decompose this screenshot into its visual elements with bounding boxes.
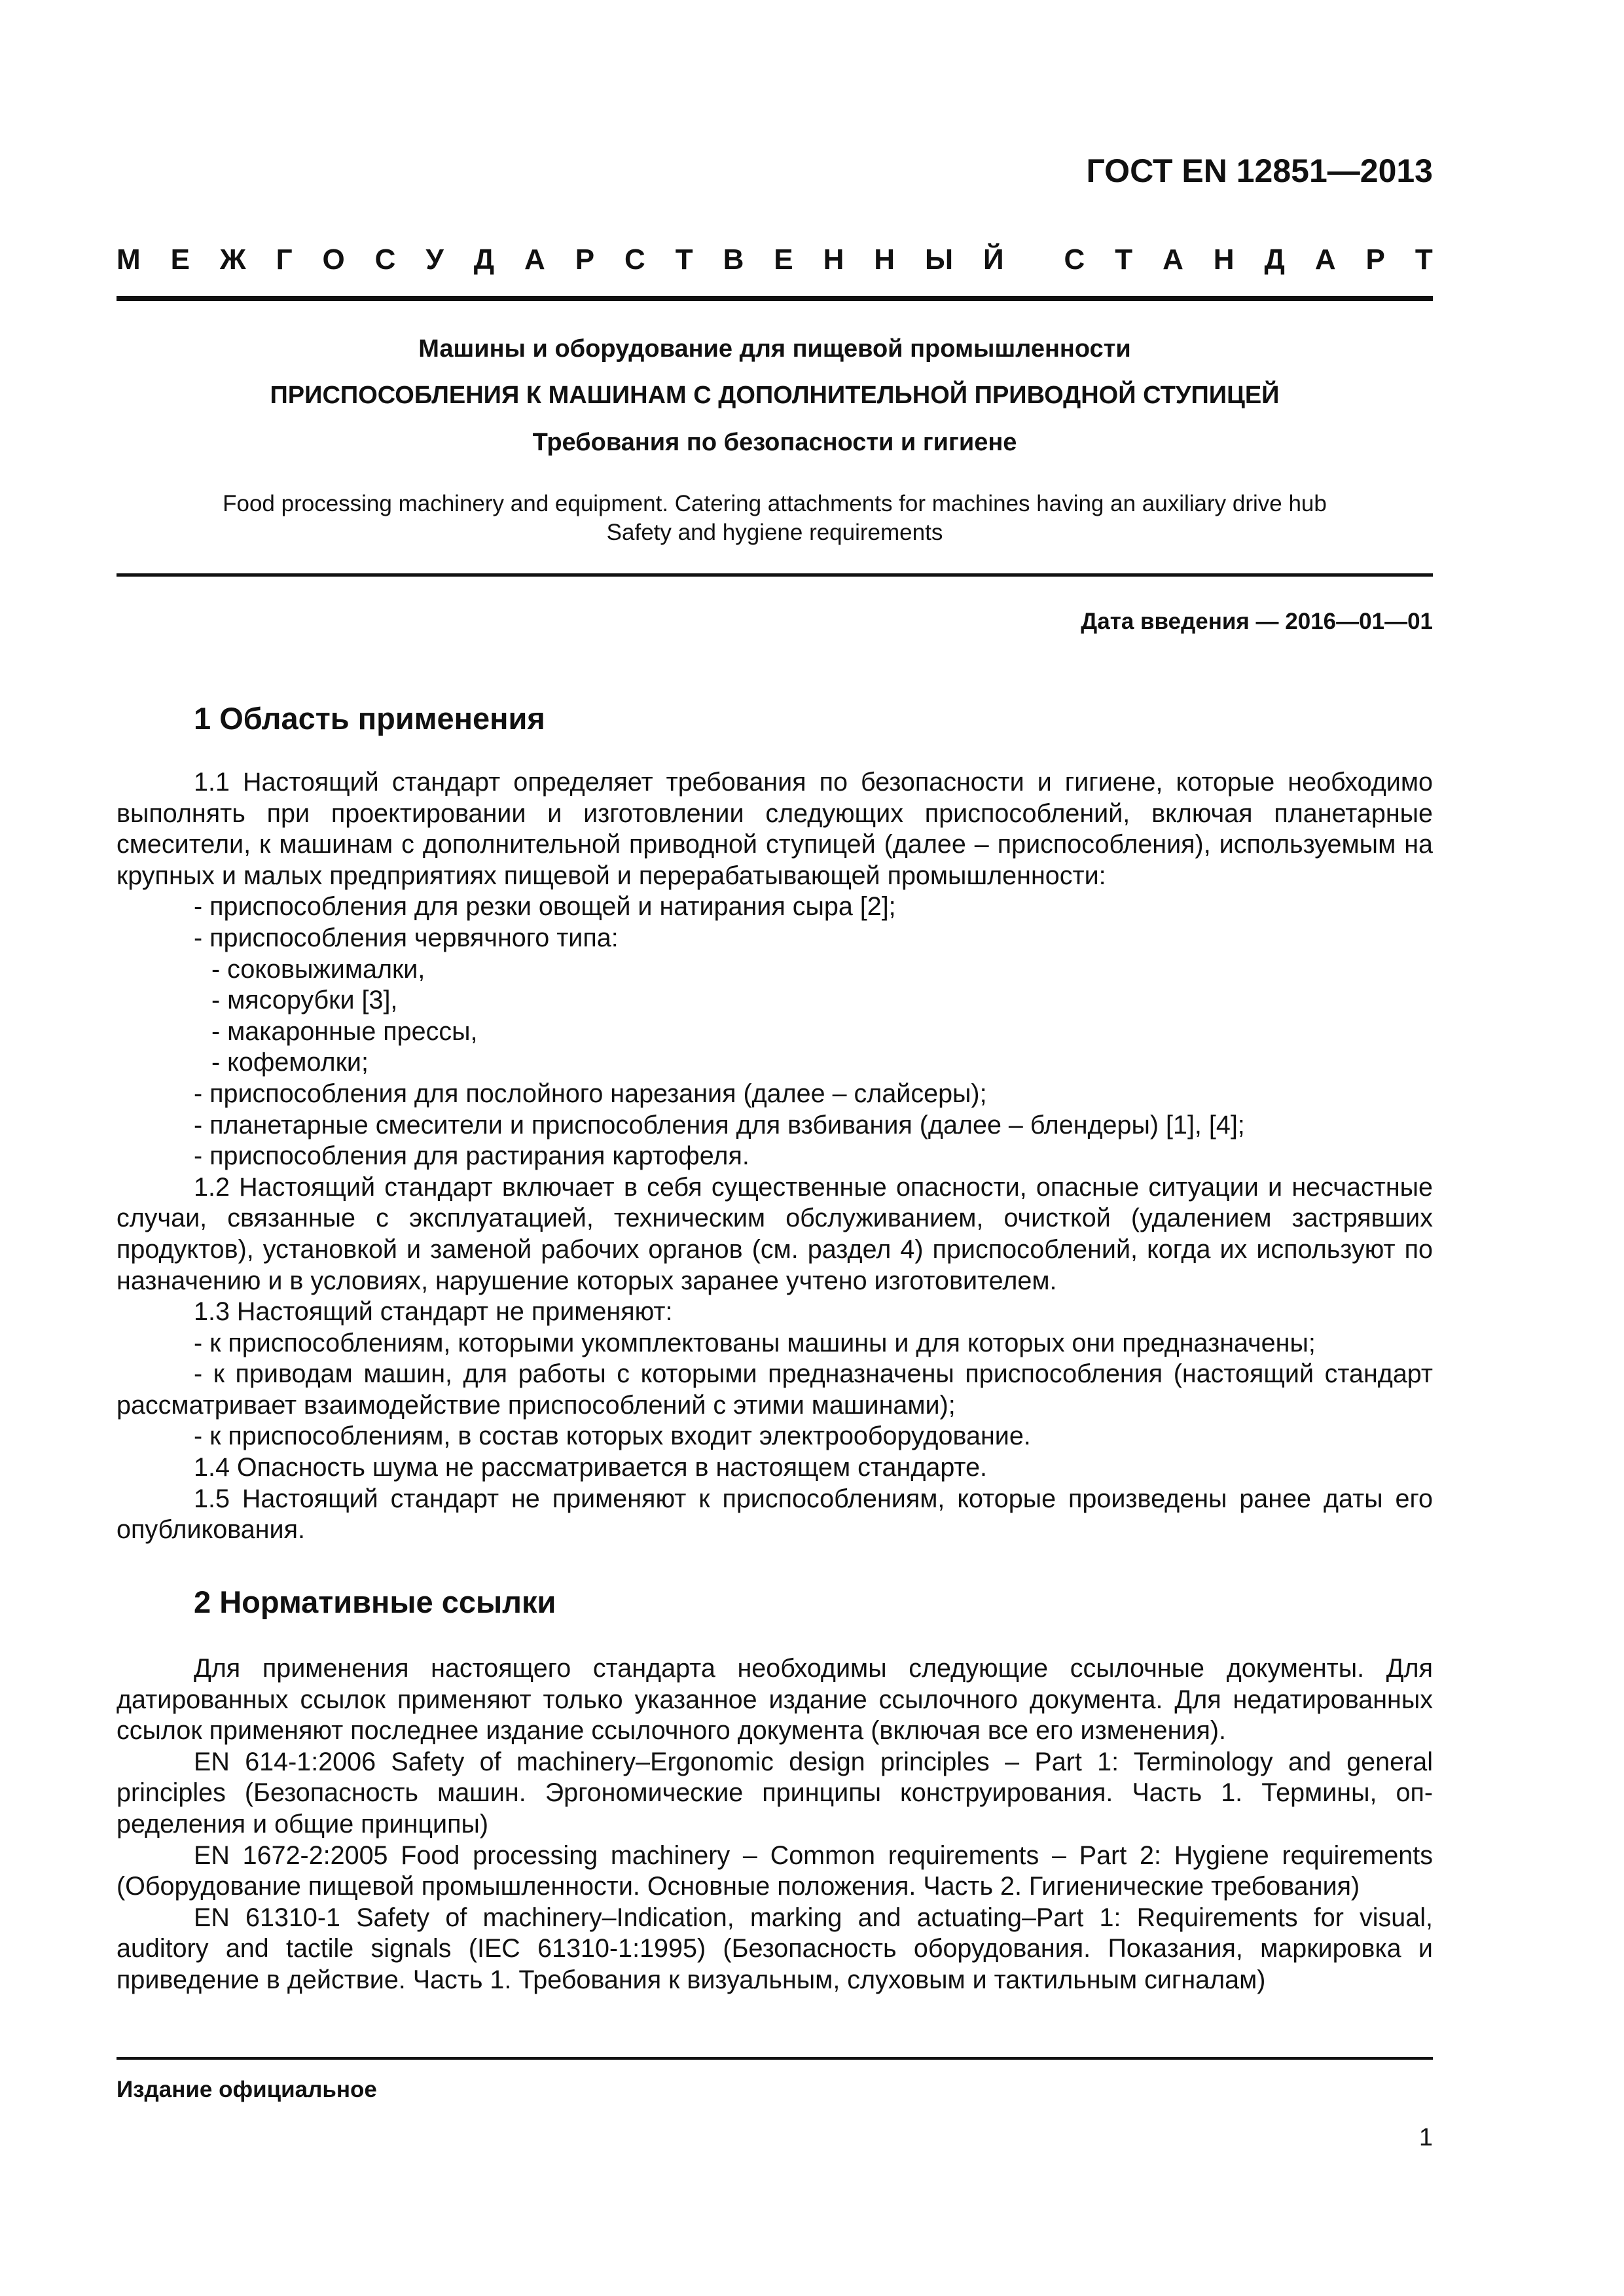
paragraph-1-1: 1.1 Настоящий стандарт определяет требования по безопасности и гигиене, которые необходимо выполнять при проектировании и изготовлении следующих приспособлений, включая планетарные смесители, к машинам с дополнительной приводной ступицей (далее – приспособления), используемым на крупных и малых предприятиях пищевой и перерабатывающей промышленности: [117, 768, 1433, 890]
list-item: - планетарные смесители и приспособления для взбивания (далее – блендеры) [1], [4]; [194, 1110, 1245, 1139]
list-item: - приспособления червячного типа: [194, 923, 619, 952]
banner-letter: С [624, 243, 645, 276]
reference-en-1672-2: EN 1672-2:2005 Food processing machinery – Common requirements – Part 2: Hygiene requirements (Оборудование пищевой промышленности. Основные положения. Часть 2. Гигиенические требования) [117, 1840, 1433, 1901]
banner-letter: Д [473, 243, 495, 276]
banner-letter: Г [276, 243, 293, 276]
banner-divider [117, 296, 1433, 301]
banner-letter: В [723, 243, 744, 276]
banner-letter: С [374, 243, 396, 276]
section-2-intro: Для применения настоящего стандарта необходимы следующие ссылочные документы. Для датированных ссылок применяют только указанное издание ссылочного документа. Для недатированных ссылок применяют последнее издание ссылочного документа (включая все его изменения). [117, 1654, 1433, 1746]
banner-letter: А [1163, 243, 1183, 276]
paragraph-1-5: 1.5 Настоящий стандарт не применяют к приспособлениям, которые произведены ранее даты его опубликования. [117, 1484, 1433, 1545]
list-subitem: - мясорубки [3], [211, 986, 398, 1015]
english-title-line-2: Safety and hygiene requirements [606, 520, 943, 545]
footer-divider [117, 2057, 1433, 2060]
banner-letter: Н [874, 243, 895, 276]
section-1-heading: 1 Область применения [194, 701, 545, 736]
section-1-body [117, 767, 1433, 1546]
title-divider [117, 573, 1433, 577]
banner-letter: У [425, 243, 444, 276]
banner-letter: Д [1264, 243, 1285, 276]
banner-letter: Т [1415, 243, 1433, 276]
page-number: 1 [1418, 2124, 1433, 2151]
list-subitem: - соковыжималки, [211, 954, 425, 984]
list-subitem: - кофемолки; [211, 1048, 369, 1077]
banner-letter: Е [774, 243, 793, 276]
banner-letter: Т [675, 243, 693, 276]
list-item: - приспособления для послойного нарезания (далее – слайсеры); [194, 1079, 987, 1108]
banner-letter: Й [983, 243, 1004, 276]
official-edition-label: Издание официальное [117, 2077, 377, 2102]
paragraph-1-3-b: - к приводам машин, для работы с которыми предназначены приспособления (настоящий стандарт рассматривает взаимодействие приспособлений с этими машинами); [117, 1359, 1433, 1420]
banner-letter: А [524, 243, 545, 276]
section-2-body [117, 1653, 1433, 1996]
banner-letter: Ж [219, 243, 246, 276]
interstate-standard-banner [117, 243, 1433, 276]
title-line-2: ПРИСПОСОБЛЕНИЯ К МАШИНАМ С ДОПОЛНИТЕЛЬНОЙ ПРИВОДНОЙ СТУПИЦЕЙ [270, 382, 1280, 409]
banner-letter: С [1064, 243, 1085, 276]
english-title-line-1: Food processing machinery and equipment. Catering attachments for machines having an auxiliary drive hub [223, 491, 1327, 516]
banner-letter: Н [823, 243, 844, 276]
banner-letter: Р [575, 243, 595, 276]
banner-letter: Т [1115, 243, 1133, 276]
paragraph-1-3: 1.3 Настоящий стандарт не применяют: [194, 1297, 673, 1327]
section-2-heading: 2 Нормативные ссылки [194, 1585, 556, 1619]
paragraph-1-3-c: - к приспособлениям, в состав которых входит электрооборудование. [194, 1422, 1031, 1451]
reference-en-61310-1: EN 61310-1 Safety of machinery–Indication, marking and actuating–Part 1: Requirements for visual, auditory and tactile signals (IEC 61310-1:1995) (Безопасность оборудования. Показания, маркировка и приведение в действие. Часть 1. Требования к визуальным, слуховым и тактильным сигналам) [117, 1903, 1433, 1994]
title-line-1: Машины и оборудование для пищевой промышленности [418, 335, 1131, 363]
reference-en-614-1: EN 614-1:2006 Safety of machinery–Ergonomic design principles – Part 1: Terminology and general principles (Безопасность машин. Эргономические принципы конструирования. Часть 1. Термины, определения и общие принципы) [117, 1747, 1433, 1839]
paragraph-1-4: 1.4 Опасность шума не рассматривается в настоящем стандарте. [194, 1453, 988, 1482]
banner-letter: Ы [925, 243, 954, 276]
banner-letter: Н [1213, 243, 1235, 276]
title-line-3: Требования по безопасности и гигиене [532, 429, 1017, 456]
introduction-date: Дата введения — 2016—01—01 [1081, 609, 1433, 634]
banner-letter: О [322, 243, 345, 276]
list-subitem: - макаронные прессы, [211, 1016, 478, 1046]
paragraph-1-2: 1.2 Настоящий стандарт включает в себя существенные опасности, опасные ситуации и несчастные случаи, связанные с эксплуатацией, техническим обслуживанием, очисткой (удалением застрявших продуктов), установкой и заменой рабочих органов (см. раздел 4) приспособлений, когда их используют по назначению и в условиях, нарушение которых заранее учтено изготовителем. [117, 1172, 1433, 1295]
banner-letter: А [1314, 243, 1336, 276]
standard-code: ГОСТ EN 12851—2013 [1086, 152, 1433, 189]
list-item: - приспособления для растирания картофеля. [194, 1141, 749, 1171]
banner-letter: М [117, 243, 141, 276]
list-item: - приспособления для резки овощей и натирания сыра [2]; [194, 892, 896, 922]
paragraph-1-3-a: - к приспособлениям, которыми укомплектованы машины и для которых они предназначены; [194, 1328, 1316, 1357]
banner-letter: Р [1365, 243, 1385, 276]
banner-letter: Е [170, 243, 190, 276]
